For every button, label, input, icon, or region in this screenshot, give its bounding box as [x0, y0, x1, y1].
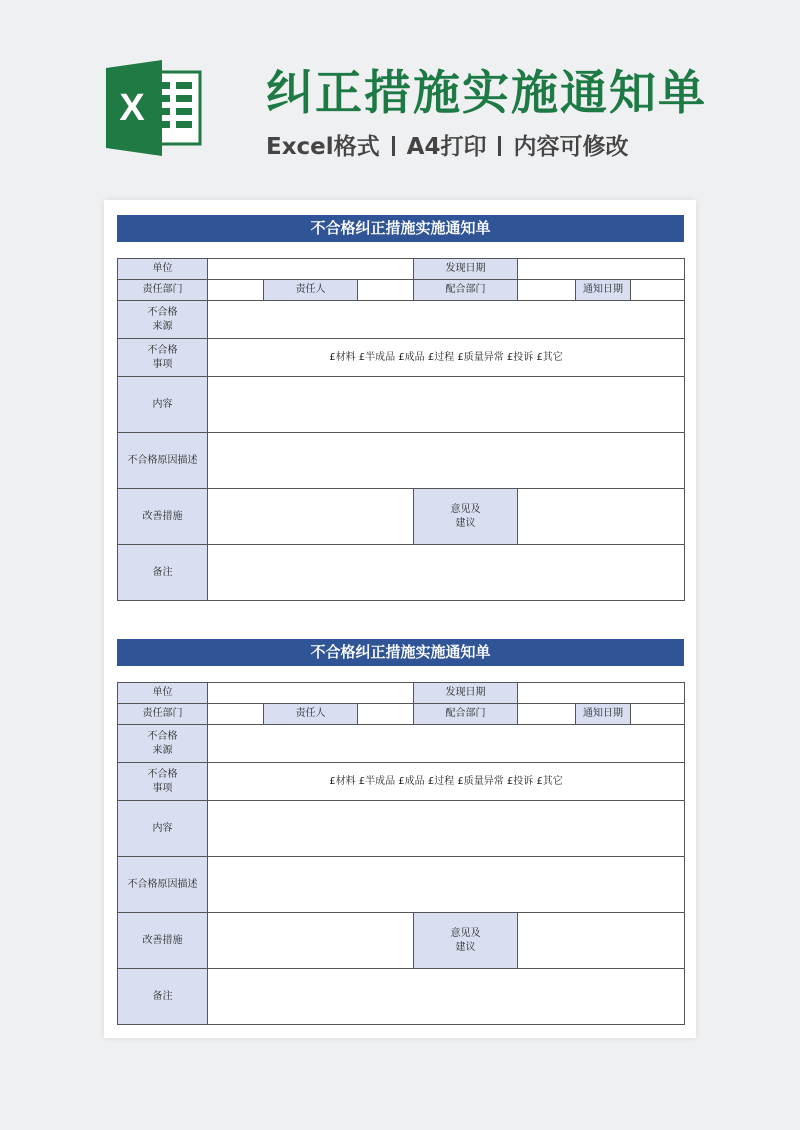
- label-reason: 不合格原因描述: [118, 857, 208, 913]
- label-source-line2: 来源: [152, 320, 173, 332]
- label-opinion-line1: 意见及: [450, 927, 481, 939]
- subtitle-divider: [392, 136, 395, 156]
- label-found-date: 发现日期: [414, 259, 518, 280]
- field-coop-dept[interactable]: [518, 280, 576, 301]
- subtitle-format: Excel格式: [266, 134, 380, 160]
- field-measures[interactable]: [208, 913, 414, 969]
- label-notify-date: 通知日期: [576, 704, 631, 725]
- label-remark: 备注: [118, 545, 208, 601]
- form-table: [117, 682, 685, 1025]
- label-coop-dept: 配合部门: [414, 704, 518, 725]
- label-resp-person: 责任人: [264, 280, 358, 301]
- label-found-date: 发现日期: [414, 683, 518, 704]
- field-notify-date[interactable]: [631, 280, 685, 301]
- field-resp-person[interactable]: [358, 280, 414, 301]
- page-title: 纠正措施实施通知单: [266, 66, 707, 121]
- label-content: 内容: [118, 801, 208, 857]
- field-unit[interactable]: [208, 683, 414, 704]
- label-item: [118, 339, 208, 377]
- field-notify-date[interactable]: [631, 704, 685, 725]
- document-paper: [104, 200, 696, 1038]
- label-opinion-line2: 建议: [455, 941, 476, 953]
- field-opinion[interactable]: [518, 913, 685, 969]
- label-item-line1: 不合格: [147, 768, 178, 780]
- field-resp-person[interactable]: [358, 704, 414, 725]
- label-notify-date: 通知日期: [576, 280, 631, 301]
- label-source: [118, 301, 208, 339]
- field-content[interactable]: [208, 377, 685, 433]
- field-measures[interactable]: [208, 489, 414, 545]
- field-item-options[interactable]: £材料 £半成品 £成品 £过程 £质量异常 £投诉 £其它: [208, 339, 685, 377]
- excel-logo-letter: X: [119, 87, 145, 129]
- label-unit: 单位: [118, 683, 208, 704]
- label-source-line1: 不合格: [147, 730, 178, 742]
- subtitle-divider: [498, 136, 501, 156]
- field-source[interactable]: [208, 725, 685, 763]
- form-title: 不合格纠正措施实施通知单: [117, 215, 684, 242]
- form-table: [117, 258, 685, 601]
- field-item-options[interactable]: £材料 £半成品 £成品 £过程 £质量异常 £投诉 £其它: [208, 763, 685, 801]
- label-reason: 不合格原因描述: [118, 433, 208, 489]
- label-opinion-line2: 建议: [455, 517, 476, 529]
- label-item: [118, 763, 208, 801]
- field-source[interactable]: [208, 301, 685, 339]
- label-resp-dept: 责任部门: [118, 704, 208, 725]
- label-opinion: [414, 489, 518, 545]
- field-reason[interactable]: [208, 857, 685, 913]
- page-header: [0, 0, 800, 190]
- field-resp-dept[interactable]: [208, 704, 264, 725]
- label-source-line1: 不合格: [147, 306, 178, 318]
- label-item-line1: 不合格: [147, 344, 178, 356]
- notice-form-1: [117, 215, 684, 601]
- label-source: [118, 725, 208, 763]
- form-title: 不合格纠正措施实施通知单: [117, 639, 684, 666]
- label-opinion-line1: 意见及: [450, 503, 481, 515]
- label-resp-dept: 责任部门: [118, 280, 208, 301]
- field-found-date[interactable]: [518, 683, 685, 704]
- page-subtitle: [266, 128, 628, 161]
- field-unit[interactable]: [208, 259, 414, 280]
- label-measures: 改善措施: [118, 913, 208, 969]
- label-measures: 改善措施: [118, 489, 208, 545]
- label-coop-dept: 配合部门: [414, 280, 518, 301]
- field-remark[interactable]: [208, 969, 685, 1025]
- label-opinion: [414, 913, 518, 969]
- label-item-line2: 事项: [152, 358, 173, 370]
- field-coop-dept[interactable]: [518, 704, 576, 725]
- field-reason[interactable]: [208, 433, 685, 489]
- label-content: 内容: [118, 377, 208, 433]
- label-source-line2: 来源: [152, 744, 173, 756]
- subtitle-print: A4打印: [406, 134, 487, 160]
- excel-icon: [104, 58, 204, 158]
- field-resp-dept[interactable]: [208, 280, 264, 301]
- label-remark: 备注: [118, 969, 208, 1025]
- label-resp-person: 责任人: [264, 704, 358, 725]
- label-item-line2: 事项: [152, 782, 173, 794]
- subtitle-editable: 内容可修改: [513, 134, 629, 160]
- field-remark[interactable]: [208, 545, 685, 601]
- field-opinion[interactable]: [518, 489, 685, 545]
- field-found-date[interactable]: [518, 259, 685, 280]
- label-unit: 单位: [118, 259, 208, 280]
- notice-form-2: [117, 639, 684, 1025]
- field-content[interactable]: [208, 801, 685, 857]
